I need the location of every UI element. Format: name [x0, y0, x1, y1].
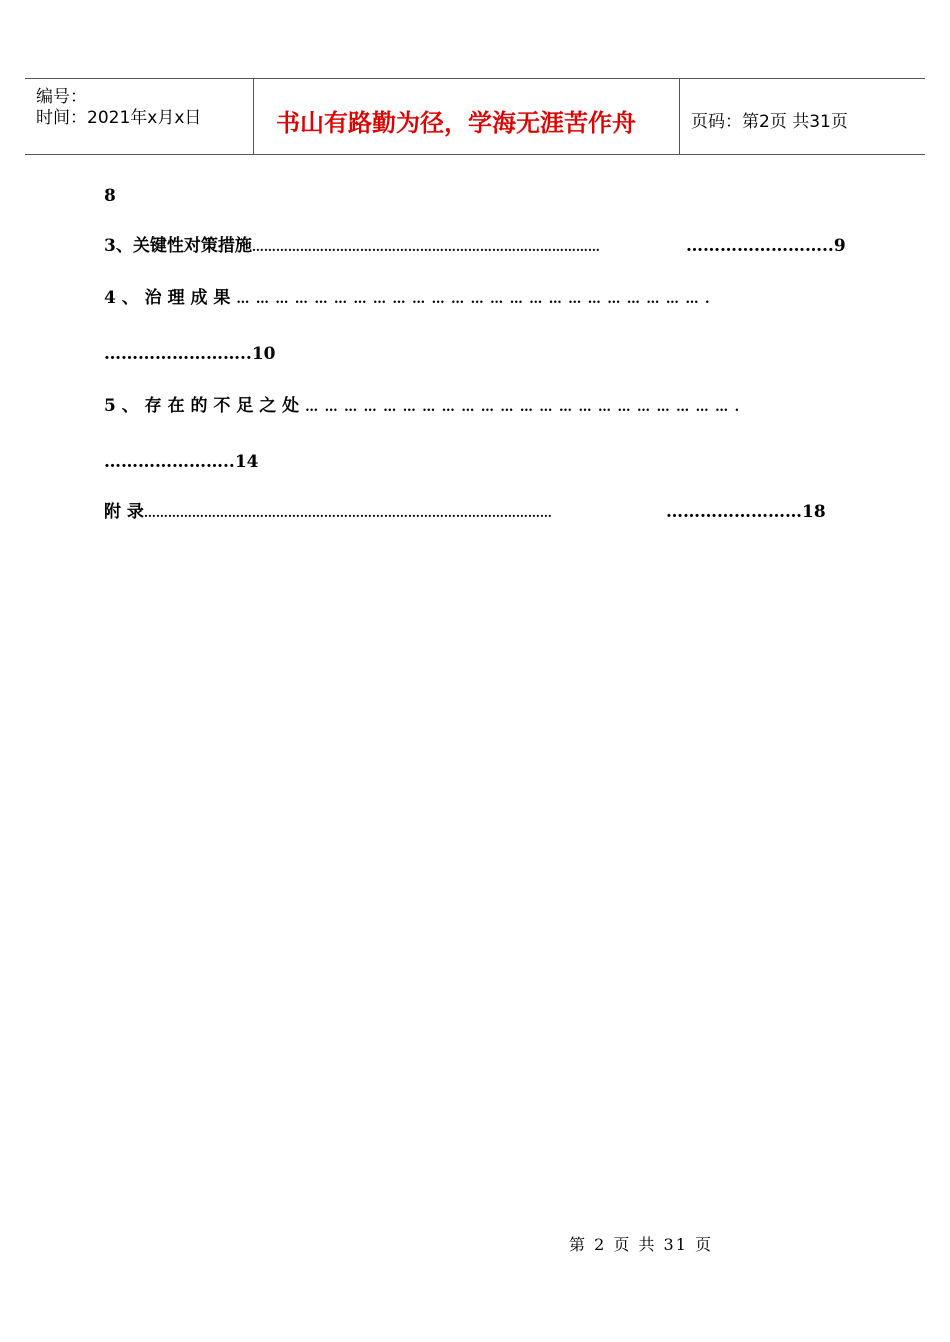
toc-item-4-title: 4 、 治 理 成 果 [104, 288, 231, 308]
document-time-label: 时间：2021年x月x日 [36, 108, 202, 128]
toc-item-3-page: ……………………..9 [686, 236, 846, 256]
toc-item-4-leader: … … … … … … … … … … … … … … … … … … … … … … … … . [236, 292, 711, 307]
toc-item-4 [104, 288, 711, 310]
toc-appendix-page: ……………………18 [666, 502, 826, 522]
header-page-info: 页码：第2页 共31页 [691, 112, 848, 132]
toc-item-5-page: …………………..14 [104, 452, 259, 472]
toc-item-3-leader: …………………………………………………………………………… [251, 240, 600, 254]
footer-page-number: 第 2 页 共 31 页 [569, 1235, 713, 1254]
toc-appendix-title: 附 录 [104, 502, 144, 522]
toc-item-3-title: 3、关键性对策措施 [104, 236, 252, 256]
toc-item-4-page: ……………………..10 [104, 344, 276, 364]
toc-item-5-title: 5 、 存 在 的 不 足 之 处 [104, 396, 300, 416]
toc-item-5 [104, 396, 740, 418]
toc-appendix-leader: ………………………………………………………………………………………… [143, 506, 552, 520]
toc-appendix [104, 502, 552, 523]
header-motto: 书山有路勤为径，学海无涯苦作舟 [276, 109, 636, 137]
header-meta-cell [25, 79, 254, 154]
document-header [25, 78, 925, 155]
toc-item-3 [104, 236, 600, 257]
header-page-cell [680, 79, 925, 154]
document-number-label: 编号： [36, 87, 87, 107]
toc-continued-page-number: 8 [104, 186, 116, 206]
header-motto-cell [254, 79, 680, 154]
toc-item-5-leader: … … … … … … … … … … … … … … … … … … … … … … . [305, 400, 741, 415]
